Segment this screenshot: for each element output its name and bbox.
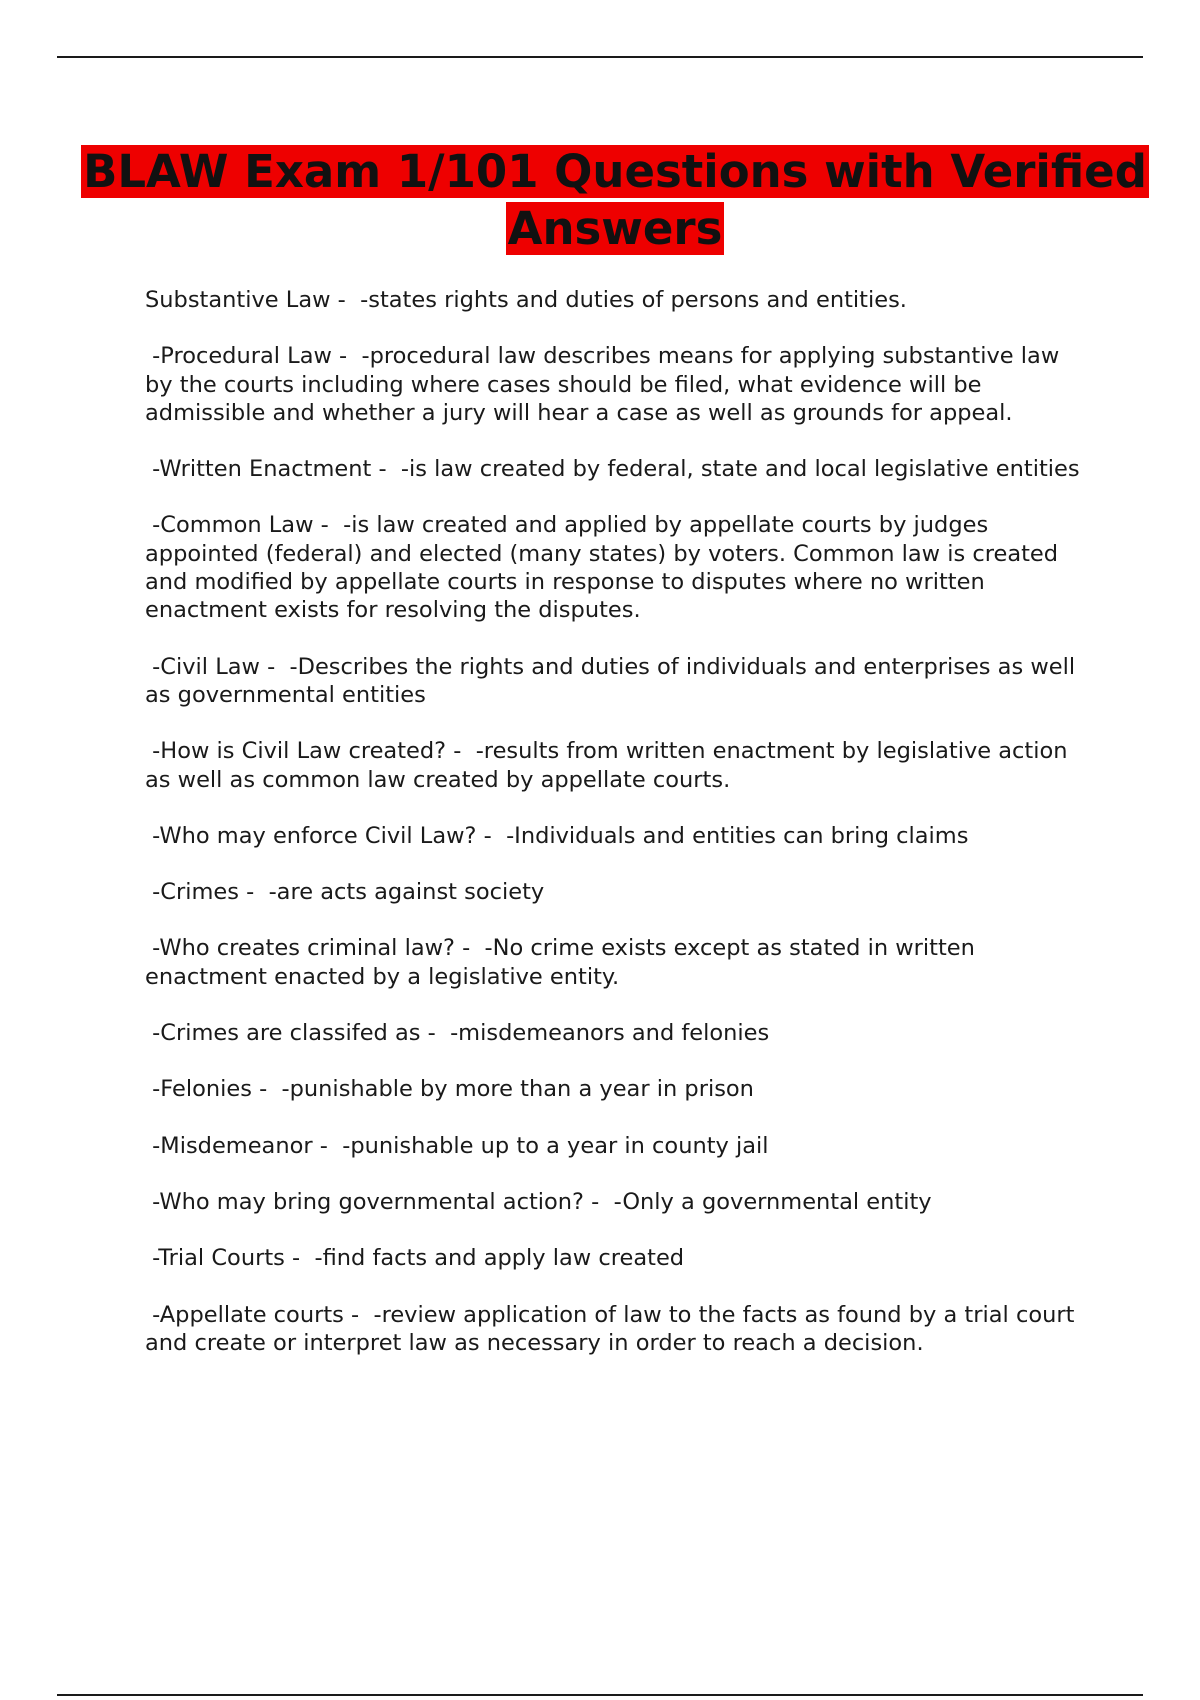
qa-entry: -Trial Courts - -find facts and apply law created — [145, 1245, 685, 1272]
qa-term: -Misdemeanor — [145, 1132, 313, 1159]
qa-definition: -states rights and duties of persons and entities. — [360, 287, 907, 313]
qa-definition: -find facts and apply law created — [314, 1245, 685, 1272]
qa-definition: -Describes the rights and duties of individuals and enterprises as well as governmental entities — [145, 653, 1083, 708]
qa-definition: -punishable up to a year in county jail — [342, 1132, 769, 1159]
qa-entry: -Procedural Law - -procedural law describes means for applying substantive law by the courts including where cases should be filed, what evidence will be admissible and whether a jury will hear a case as well as grounds for appeal. — [145, 343, 1067, 426]
qa-definition: -misdemeanors and felonies — [450, 1020, 770, 1047]
qa-definition: -No crime exists except as stated in written enactment enacted by a legislative entity. — [145, 935, 983, 990]
qa-entry: -Misdemeanor - -punishable up to a year in county jail — [145, 1132, 769, 1159]
bottom-rule — [57, 1694, 1143, 1696]
qa-term: Substantive Law — [145, 287, 331, 313]
qa-entry: -Crimes - -are acts against society — [145, 879, 545, 906]
qa-term: -Who creates criminal law? — [145, 935, 455, 962]
qa-entry: -Common Law - -is law created and applied by appellate courts by judges appointed (federal) and elected (many states) by voters. Common law is created and modified by appellate courts in response to disputes where no written enactment exists for resolving the disputes. — [145, 512, 1066, 624]
qa-term: -Appellate courts — [145, 1301, 344, 1328]
qa-term: -Crimes are classifed as — [145, 1020, 421, 1047]
qa-entry: -Felonies - -punishable by more than a year in prison — [145, 1076, 754, 1103]
qa-list — [145, 286, 1090, 1385]
qa-entry: -Civil Law - -Describes the rights and duties of individuals and enterprises as well as governmental entities — [145, 653, 1083, 708]
qa-definition: -is law created and applied by appellate courts by judges appointed (federal) and elected (many states) by voters. Common law is created and modified by appellate courts in response to disputes where no written enactment exists for resolving the disputes. — [145, 512, 1066, 624]
qa-term: -Who may enforce Civil Law? — [145, 822, 477, 849]
qa-term: -Felonies — [145, 1076, 252, 1103]
qa-entry: Substantive Law - -states rights and duties of persons and entities. — [145, 287, 907, 313]
qa-entry: -Who creates criminal law? - -No crime exists except as stated in written enactment enacted by a legislative entity. — [145, 935, 983, 990]
document-title-text: BLAW Exam 1/101 Questions with Verified Answers — [83, 145, 1147, 255]
qa-entry: -Who may bring governmental action? - -Only a governmental entity — [145, 1188, 932, 1215]
qa-term: -How is Civil Law created? — [145, 738, 447, 765]
qa-term: -Crimes — [145, 879, 239, 906]
top-rule — [57, 56, 1143, 58]
qa-term: -Procedural Law — [145, 343, 332, 370]
qa-definition: -Individuals and entities can bring claims — [506, 822, 969, 849]
qa-entry: -How is Civil Law created? - -results from written enactment by legislative action as well as common law created by appellate courts. — [145, 738, 1075, 793]
title-block — [80, 143, 1150, 257]
qa-definition: -Only a governmental entity — [613, 1188, 932, 1215]
qa-entry: -Appellate courts - -review application of law to the facts as found by a trial court and create or interpret law as necessary in order to reach a decision. — [145, 1301, 1082, 1356]
qa-definition: -results from written enactment by legislative action as well as common law created by appellate courts. — [145, 738, 1075, 793]
qa-definition: -review application of law to the facts as found by a trial court and create or interpret law as necessary in order to reach a decision. — [145, 1301, 1082, 1356]
qa-definition: -is law created by federal, state and local legislative entities — [400, 456, 1080, 483]
qa-definition: -punishable by more than a year in prison — [281, 1076, 754, 1103]
qa-entry: -Written Enactment - -is law created by federal, state and local legislative entities — [145, 456, 1080, 483]
qa-definition: -are acts against society — [268, 879, 545, 906]
qa-entry: -Crimes are classifed as - -misdemeanors and felonies — [145, 1020, 770, 1047]
qa-term: -Written Enactment — [145, 456, 372, 483]
qa-term: -Civil Law — [145, 653, 260, 680]
qa-definition: -procedural law describes means for applying substantive law by the courts including where cases should be filed, what evidence will be admissible and whether a jury will hear a case as well as grounds for appeal. — [145, 343, 1067, 426]
qa-term: -Trial Courts — [145, 1245, 285, 1272]
qa-term: -Common Law — [145, 512, 314, 539]
document-title — [80, 143, 1150, 257]
qa-term: -Who may bring governmental action? — [145, 1188, 584, 1215]
qa-entry: -Who may enforce Civil Law? - -Individuals and entities can bring claims — [145, 822, 969, 849]
